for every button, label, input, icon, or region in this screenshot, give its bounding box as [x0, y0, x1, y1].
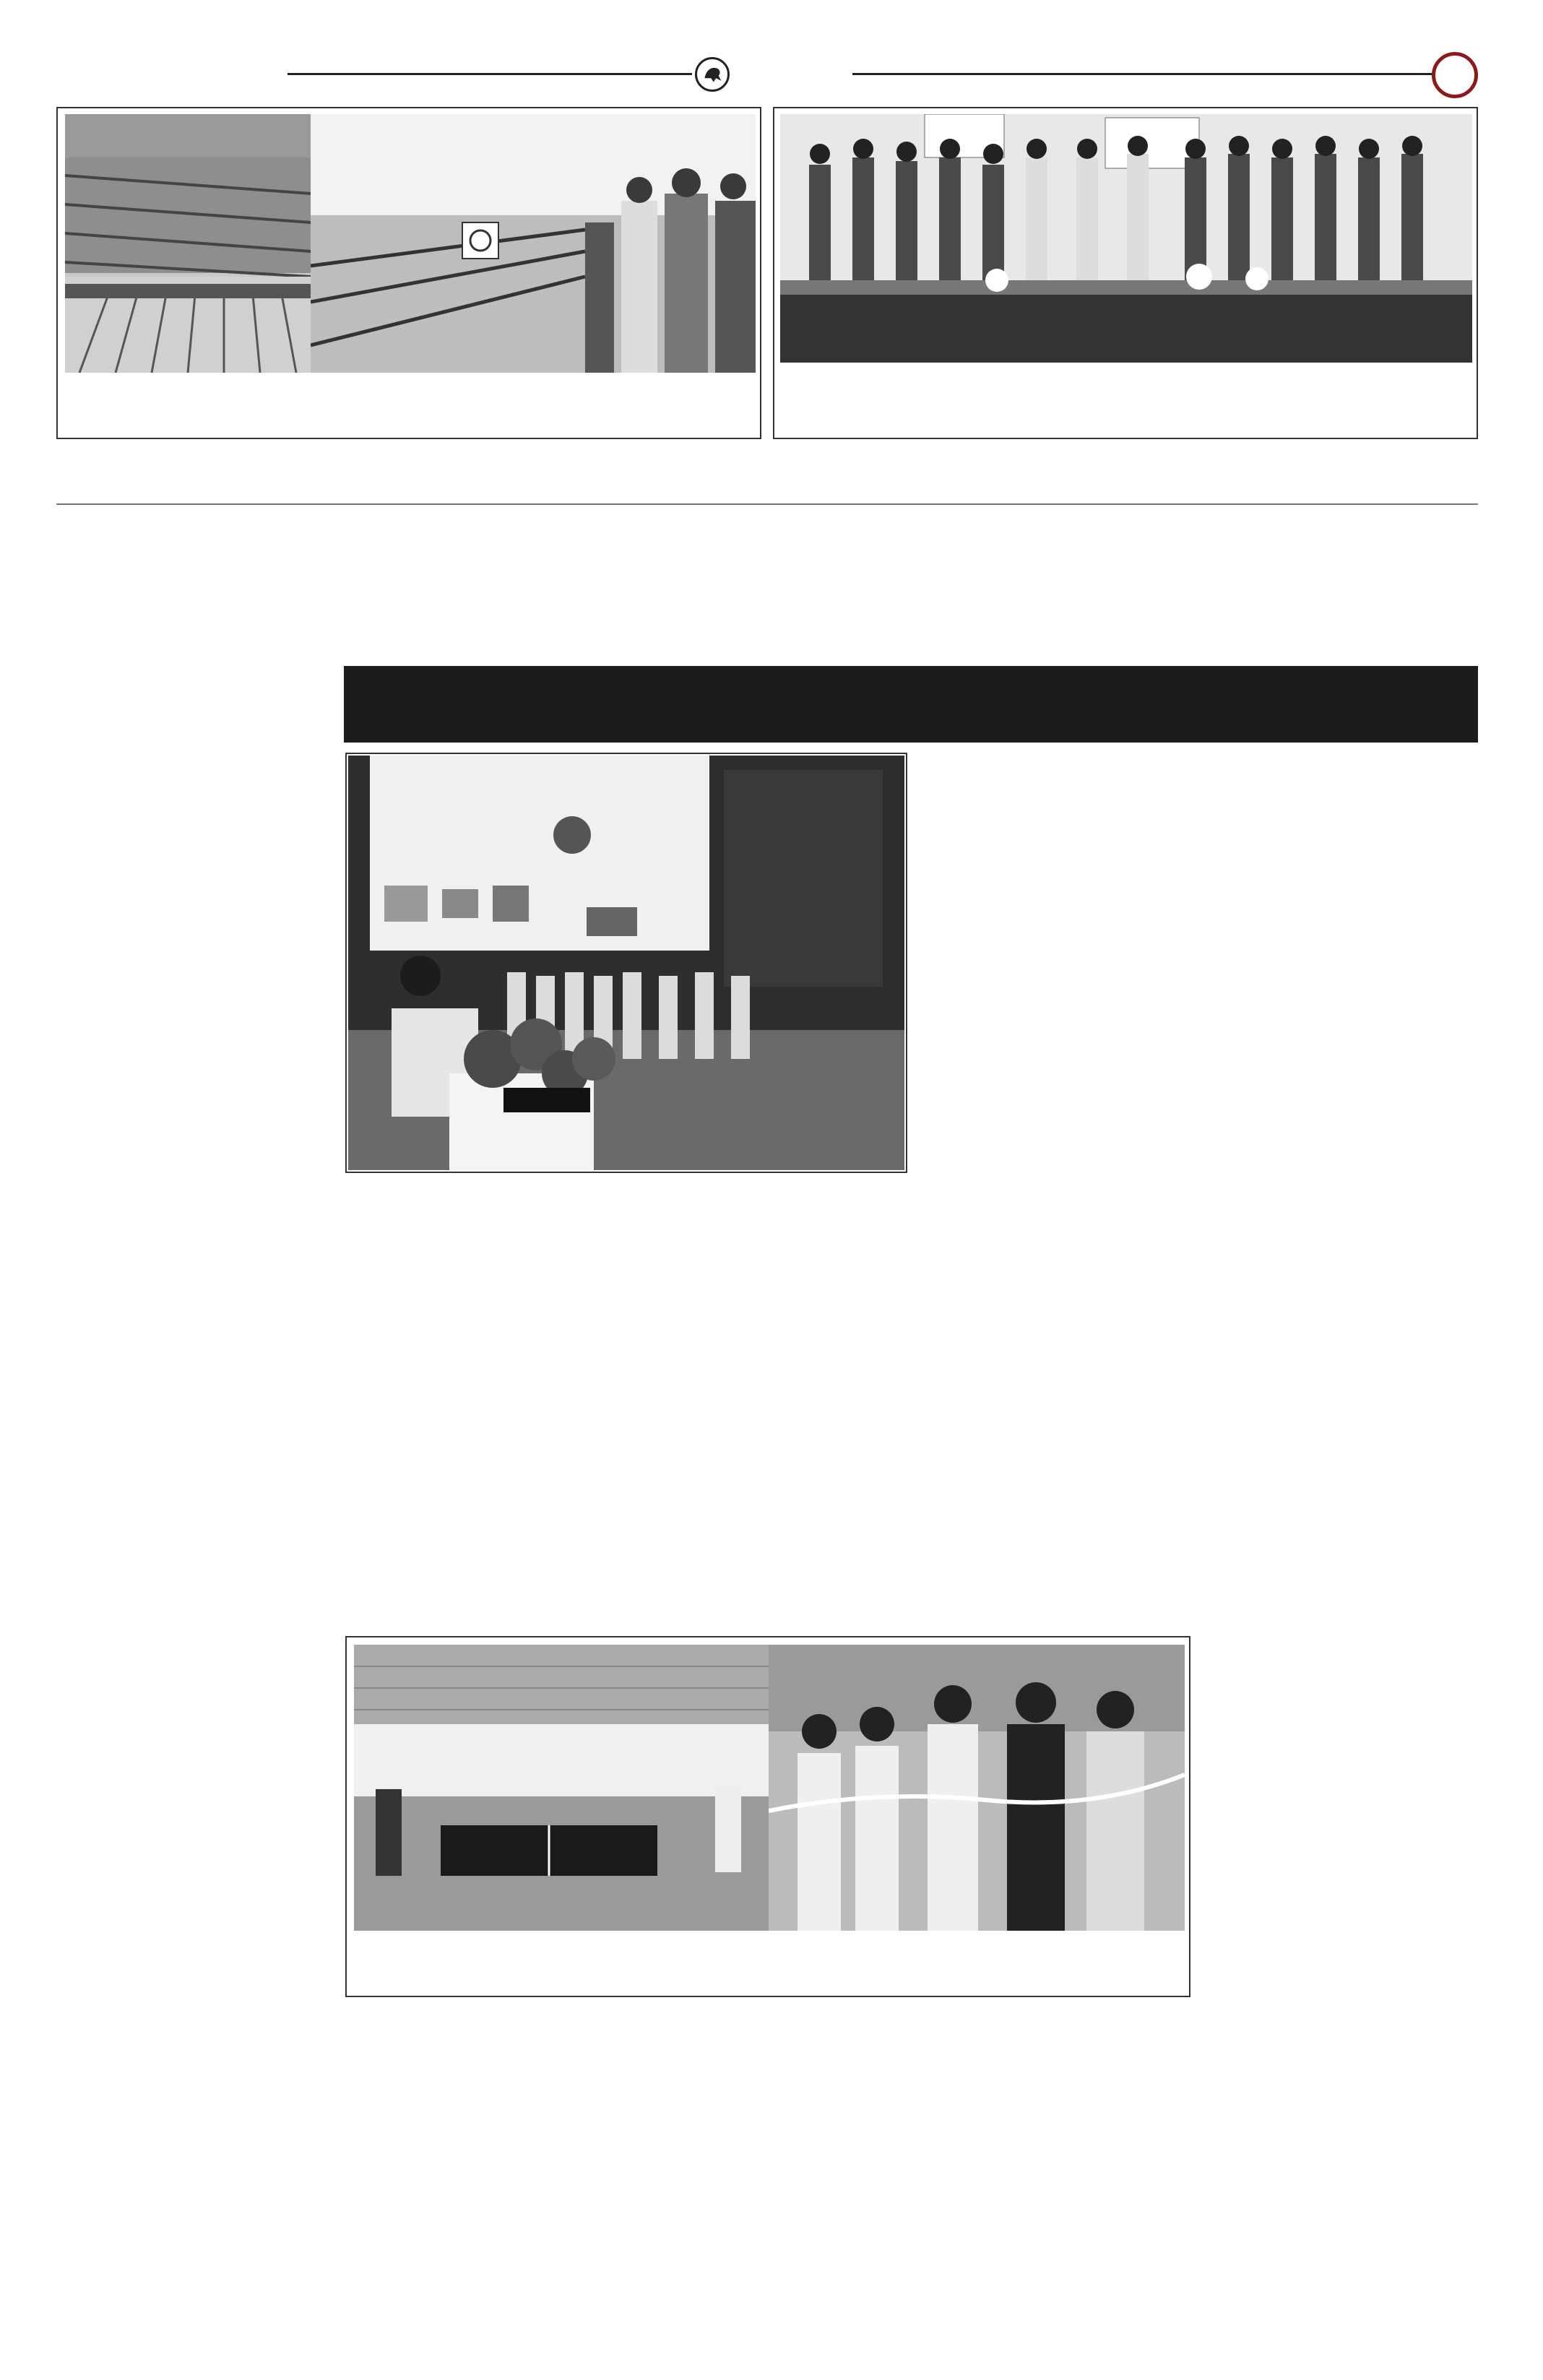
photo-students-with-sports-kit: [780, 114, 1472, 363]
section-divider: [56, 503, 1478, 505]
photo-box-speech: [345, 753, 907, 1173]
photo-box-swimming: [56, 107, 761, 439]
photo-box-sports-kit: [773, 107, 1478, 439]
party-emblem-icon: [695, 57, 730, 92]
photo-speaker-at-podium: [348, 756, 904, 1170]
photo-swimming-pool-aerial: [65, 114, 311, 373]
header-rule-left: [288, 73, 692, 75]
photo-flag-off-ceremony: [311, 114, 756, 373]
headline-banner: [344, 666, 1478, 743]
photo-ribbon-cutting: [769, 1645, 1185, 1931]
header-rule-right: [852, 73, 1435, 75]
page-number-badge: [1432, 52, 1478, 98]
photo-table-tennis-hall: [354, 1645, 769, 1931]
photo-box-table-tennis: [345, 1636, 1190, 1997]
